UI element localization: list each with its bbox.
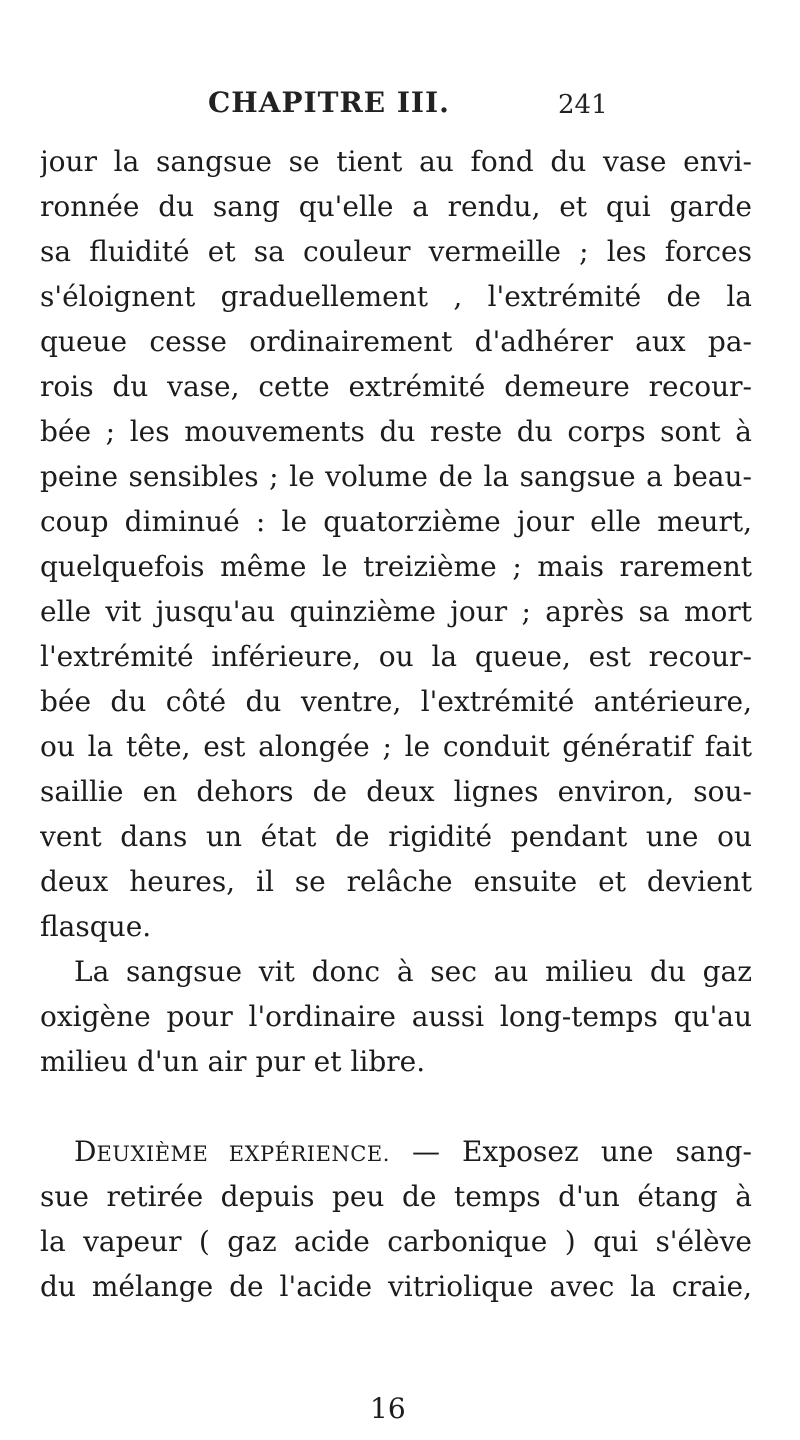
- text-line: vent dans un état de rigidité pendant une ou: [40, 820, 752, 853]
- text-line: s'éloignent graduellement , l'extrémité de la: [40, 280, 752, 313]
- running-head: CHAPITRE III.: [208, 86, 450, 119]
- body-text: [40, 139, 752, 1309]
- text-line: bée ; les mouvements du reste du corps sont à: [40, 415, 752, 448]
- text-line: du mélange de l'acide vitriolique avec la craie,: [40, 1270, 752, 1303]
- heading-small-caps: EUXIÈME EXPÉRIENCE.: [96, 1142, 390, 1166]
- page-number: 241: [558, 90, 608, 120]
- text-line: elle vit jusqu'au quinzième jour ; après sa mort: [40, 595, 752, 628]
- text-line: oxigène pour l'ordinaire aussi long-temps qu'au: [40, 1000, 752, 1033]
- experiment-heading: [74, 1135, 390, 1168]
- text-line: ronnée du sang qu'elle a rendu, et qui garde: [40, 190, 752, 223]
- page-header: [0, 86, 800, 126]
- heading-initial: D: [74, 1135, 97, 1168]
- paragraph-1: [40, 139, 752, 949]
- text-line: peine sensibles ; le volume de la sangsue a beau-: [40, 460, 752, 493]
- text-line: queue cesse ordinairement d'adhérer aux pa-: [40, 325, 752, 358]
- text-line: bée du côté du ventre, l'extrémité antérieure,: [40, 685, 752, 718]
- text-line: coup diminué : le quatorzième jour elle meurt,: [40, 505, 752, 538]
- text-line: l'extrémité inférieure, ou la queue, est recour-: [40, 640, 752, 673]
- text-line: sa fluidité et sa couleur vermeille ; les forces: [40, 235, 752, 268]
- heading-line-text: — Exposez une sang-: [389, 1135, 752, 1168]
- text-line: saillie en dehors de deux lignes environ, sou-: [40, 775, 752, 808]
- text-line: jour la sangsue se tient au fond du vase envi-: [40, 145, 752, 178]
- text-line: [40, 1129, 752, 1174]
- text-line: flasque.: [40, 910, 152, 943]
- text-line: ou la tête, est alongée ; le conduit génératif fait: [40, 730, 752, 763]
- text-line: deux heures, il se relâche ensuite et devient: [40, 865, 752, 898]
- text-line: La sangsue vit donc à sec au milieu du gaz: [74, 955, 752, 988]
- paragraph-3: [40, 1129, 752, 1309]
- text-line: quelquefois même le treizième ; mais rarement: [40, 550, 752, 583]
- text-line: la vapeur ( gaz acide carbonique ) qui s'élève: [40, 1225, 752, 1258]
- paragraph-2: [40, 949, 752, 1084]
- signature-mark: 16: [370, 1392, 406, 1425]
- text-line: milieu d'un air pur et libre.: [40, 1045, 426, 1078]
- text-line: sue retirée depuis peu de temps d'un étang à: [40, 1180, 752, 1213]
- text-line: rois du vase, cette extrémité demeure recour-: [40, 370, 752, 403]
- paragraph-gap: [40, 1084, 752, 1129]
